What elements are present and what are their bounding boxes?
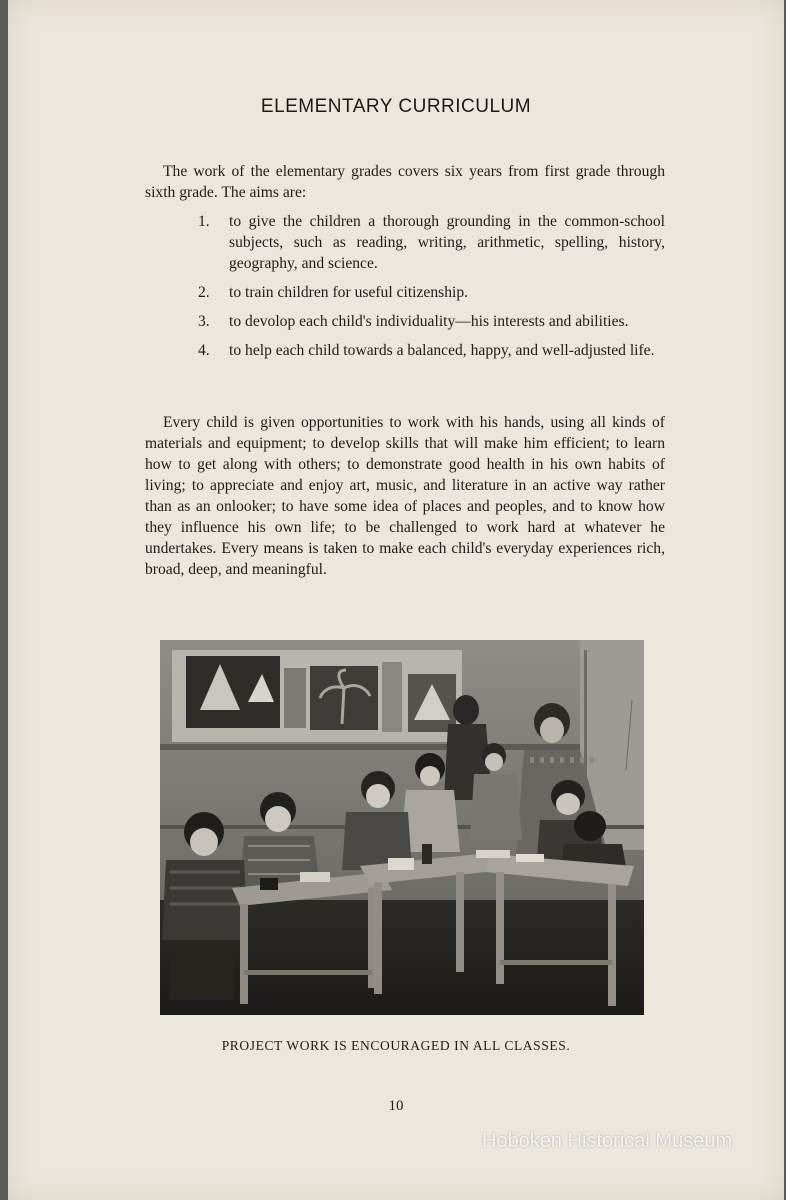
aims-list — [198, 211, 665, 369]
aim-text: to give the children a thorough grounding in the common-school subjects, such as reading, writing, arithmetic, spelling, history, geography, and science. — [229, 213, 665, 272]
body-paragraph: Every child is given opportunities to work with his hands, using all kinds of materials and equipment; to develop skills that will make him efficient; to learn how to get along with others; to demonstrate good health in his own habits of living; to appreciate and enjoy art, music, and literature in an active way rather than as an onlooker; to have some idea of places and peoples, and to know how they influence his own life; to be challenged to work hard at whatever he undertakes. Every means is taken to make each child's everyday experiences rich, broad, deep, and meaningful. — [145, 414, 665, 578]
aim-number: 2. — [198, 284, 210, 301]
watermark: Hoboken Historical Museum — [482, 1130, 733, 1152]
list-item — [198, 282, 665, 303]
list-item — [198, 211, 665, 274]
aim-text: to devolop each child's individuality—his interests and abilities. — [229, 313, 629, 330]
document-page — [8, 0, 784, 1200]
intro-paragraph: The work of the elementary grades covers six years from first grade through sixth grade. The aims are: — [145, 163, 665, 201]
page-number: 10 — [388, 1098, 404, 1114]
photo-caption: PROJECT WORK IS ENCOURAGED IN ALL CLASSES. — [221, 1038, 571, 1053]
list-item — [198, 311, 665, 332]
aim-number: 4. — [198, 342, 210, 359]
aim-number: 1. — [198, 213, 210, 230]
list-item — [198, 340, 665, 361]
aim-text: to help each child towards a balanced, happy, and well-adjusted life. — [229, 342, 655, 359]
aim-number: 3. — [198, 313, 210, 330]
classroom-photo — [160, 640, 644, 1015]
aim-text: to train children for useful citizenship. — [229, 284, 469, 301]
page-title: ELEMENTARY CURRICULUM — [260, 96, 532, 117]
classroom-photo-illustration — [160, 640, 644, 1015]
